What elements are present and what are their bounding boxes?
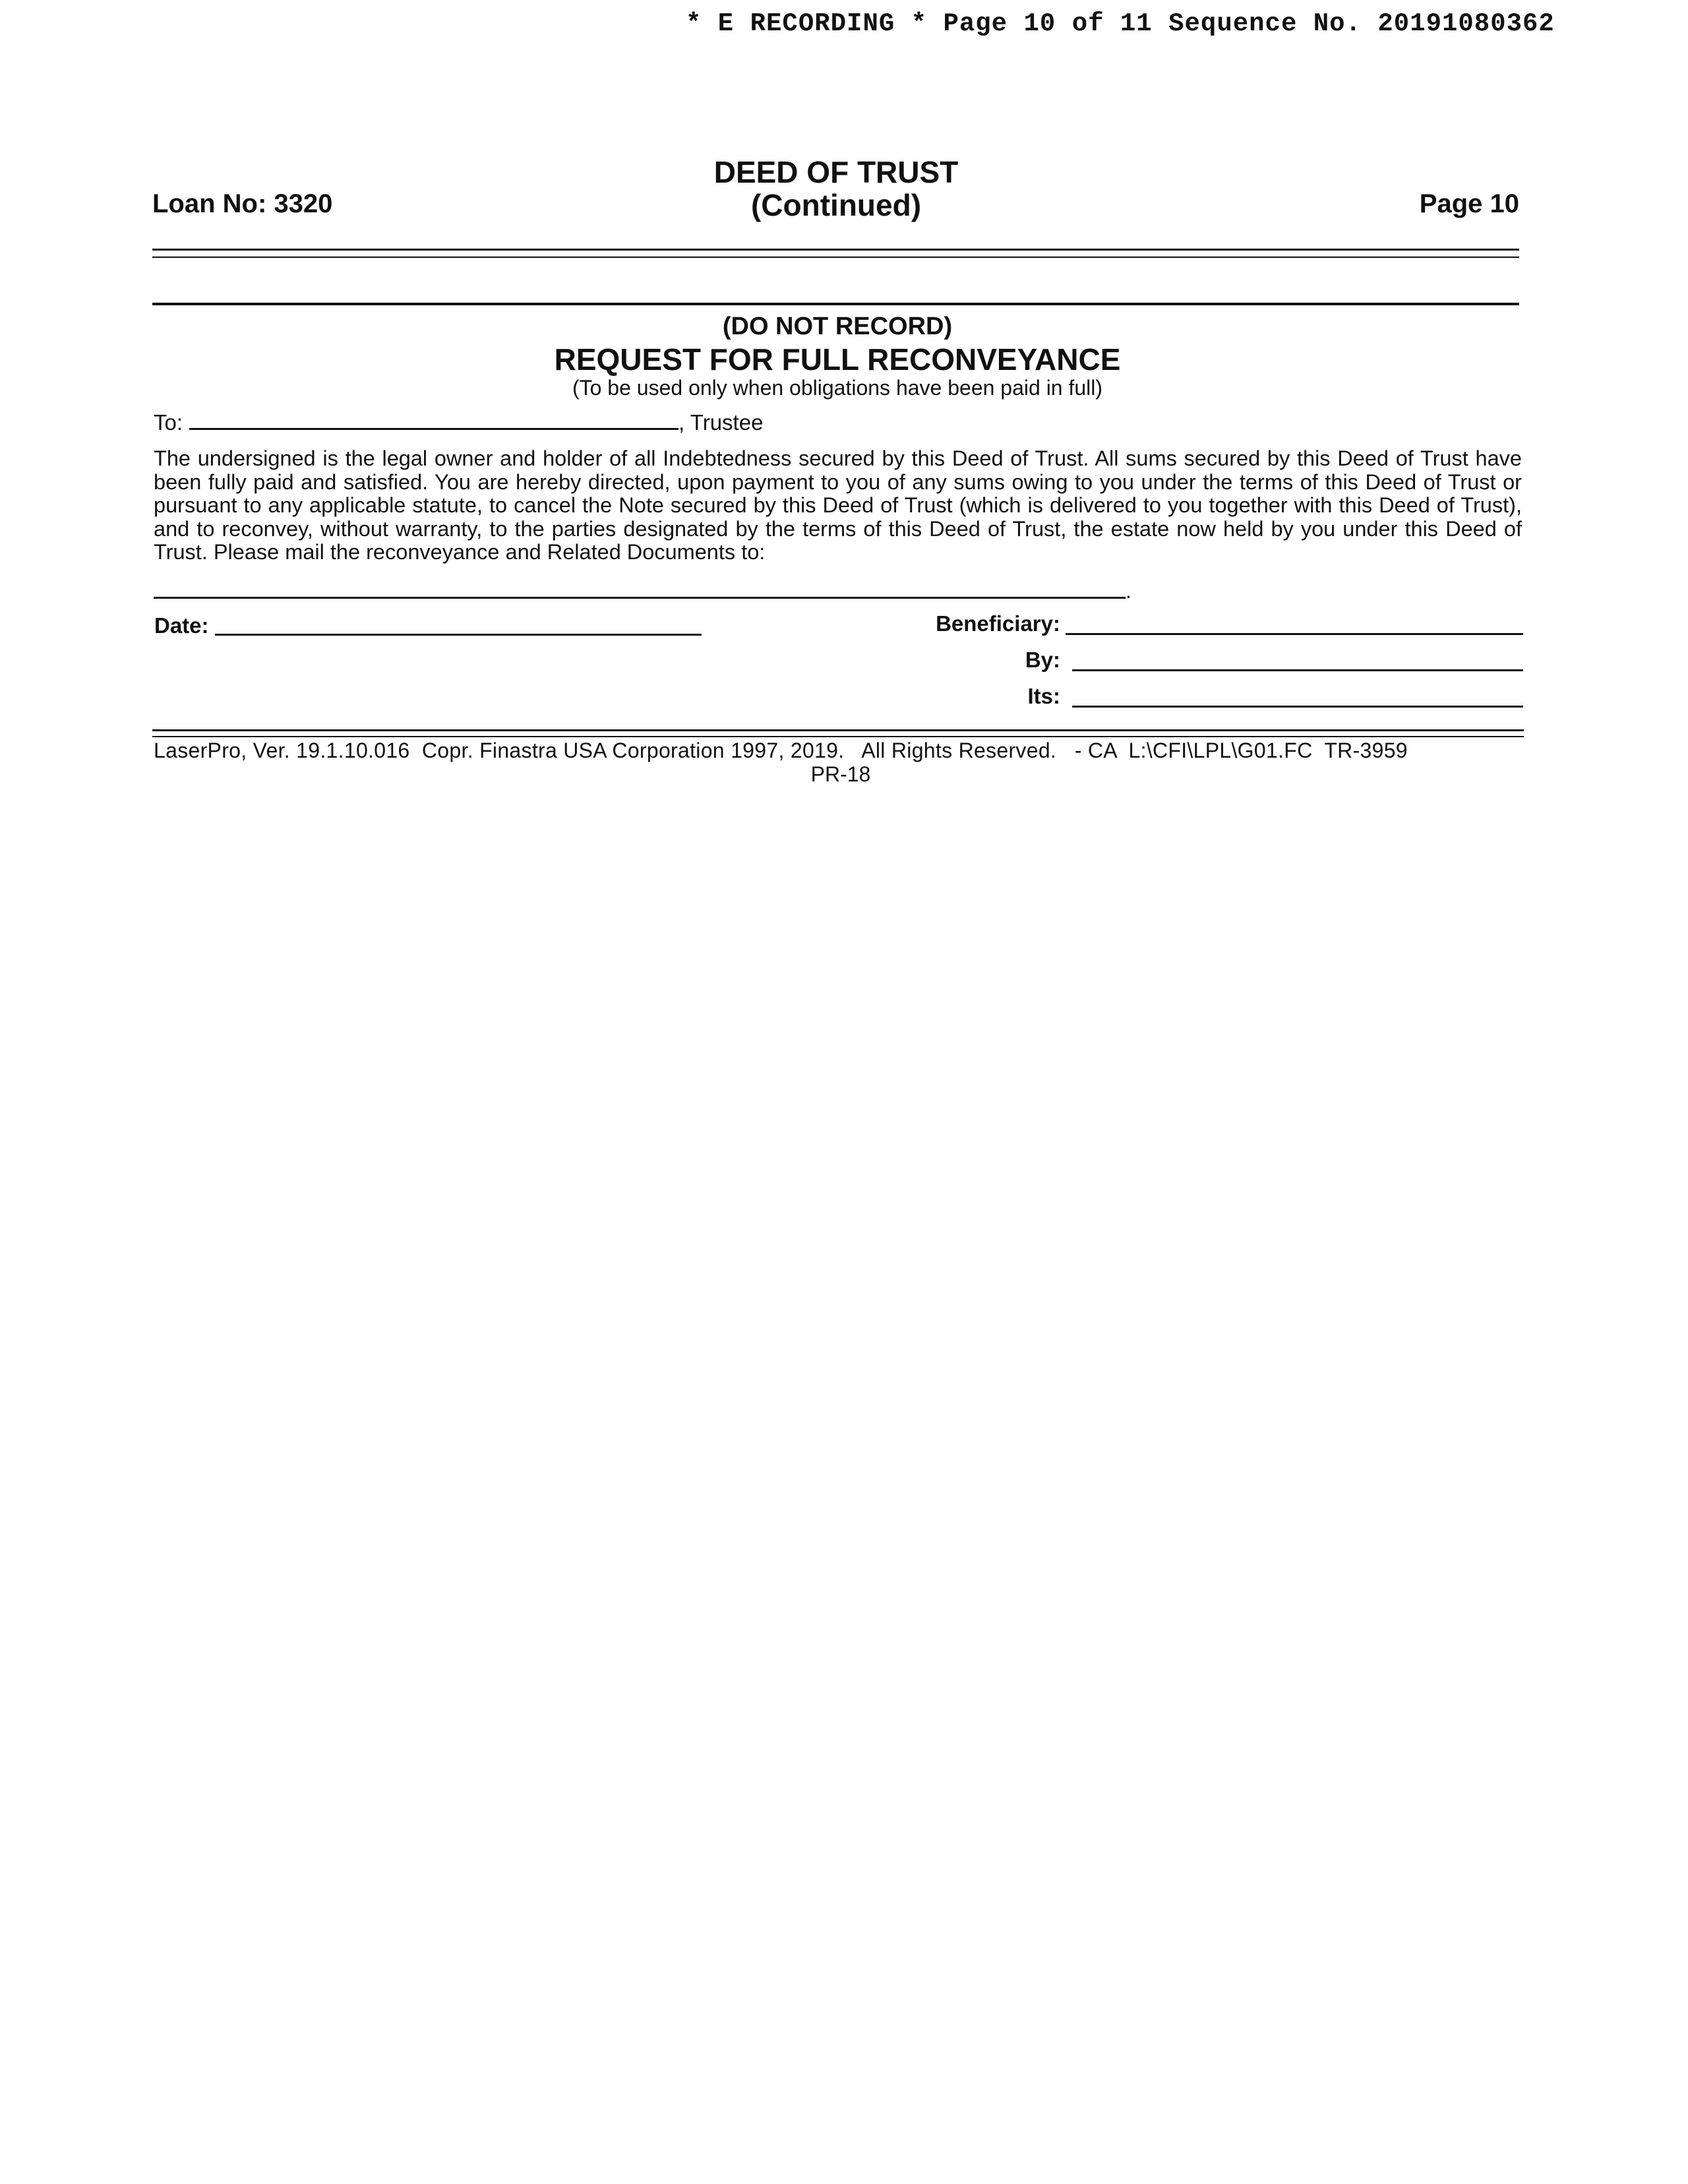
date-label: Date:: [154, 613, 209, 638]
header-rule-bottom: [152, 257, 1519, 258]
request-title: REQUEST FOR FULL RECONVEYANCE: [554, 342, 1121, 377]
header-rule-top: [152, 249, 1519, 251]
section-rule: [152, 303, 1519, 305]
trustee-row: [154, 410, 763, 435]
trustee-name-field[interactable]: [189, 411, 678, 430]
document-title-continued: (Continued): [750, 188, 922, 222]
beneficiary-label: Beneficiary:: [936, 611, 1060, 636]
by-field[interactable]: [1072, 669, 1523, 671]
recording-stamp-header: * E RECORDING * Page 10 of 11 Sequence No. 20191080362: [686, 9, 1555, 38]
trustee-suffix: , Trustee: [678, 410, 764, 435]
to-label: To:: [154, 410, 183, 435]
footer-rule-bottom: [152, 736, 1524, 737]
request-subtitle: (To be used only when obligations have been paid in full): [572, 376, 1103, 400]
mailing-address-period: .: [1126, 579, 1131, 603]
loan-number: Loan No: 3320: [152, 189, 333, 218]
do-not-record-notice: (DO NOT RECORD): [722, 313, 953, 340]
by-label: By:: [1025, 648, 1060, 672]
its-label: Its:: [1027, 684, 1060, 708]
form-code: PR-18: [810, 762, 871, 786]
beneficiary-field[interactable]: [1066, 633, 1523, 635]
page-number: Page 10: [1419, 189, 1519, 218]
date-field[interactable]: [215, 634, 702, 636]
its-field[interactable]: [1072, 706, 1523, 708]
document-title-main: DEED OF TRUST: [713, 155, 959, 189]
footer-rule-top: [152, 729, 1524, 731]
laserpro-footer: LaserPro, Ver. 19.1.10.016 Copr. Finastra USA Corporation 1997, 2019. All Rights Reserved. - CA L:\CFI\LPL\G01.FC TR-3959: [154, 739, 1408, 762]
mailing-address-field[interactable]: [154, 597, 1126, 599]
reconveyance-body-text: The undersigned is the legal owner and holder of all Indebtedness secured by this Deed of Trust. All sums secured by this Deed of Trust have been fully paid and satisfied. You are hereby directed, upon payment to you of any sums owing to you under the terms of this Deed of Trust or pursuant to any applicable statute, to cancel the Note secured by this Deed of Trust (which is delivered to you together with this Deed of Trust), and to reconvey, without warranty, to the parties designated by the terms of this Deed of Trust, the estate now held by you under this Deed of Trust. Please mail the reconveyance and Related Documents to:: [154, 446, 1522, 564]
